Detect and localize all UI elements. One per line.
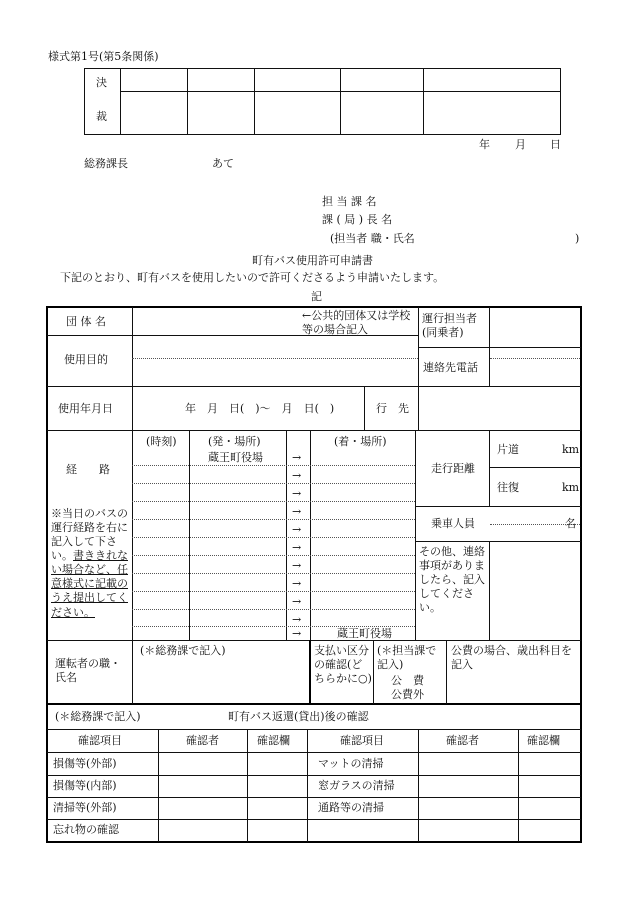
roundtrip-unit: km [562,481,580,494]
check-item-right: マットの清掃 [318,757,384,770]
check-header: 確認者 [186,734,219,747]
passengers-unit: 名 [565,517,576,530]
route-arrow: → [292,559,302,572]
route-arrow: → [292,541,302,554]
check-header: 確認項目 [78,734,122,747]
col-time: (時刻) [146,435,177,448]
group-name-label: 団 体 名 [66,315,106,328]
date-month: 月 [515,138,526,151]
intro-text: 下記のとおり、町有バスを使用したいので許可くださるよう申請いたします。 [60,271,445,284]
distance-label: 走行距離 [431,462,475,475]
dept-note: (＊担当課で記入) [377,644,437,672]
driver-note: (＊総務課で記入) [140,644,226,657]
col-from: (発・場所) [208,435,261,448]
route-arrow: → [292,595,302,608]
route-arrow: → [292,627,302,640]
oneway-unit: km [562,443,580,456]
public-case-label: 公費の場合、歳出科目を記入 [451,644,572,672]
start-place: 蔵王町役場 [208,451,263,464]
addressee: 総務課長 [84,157,128,170]
applicant-dept: 担 当 課 名 [322,195,377,208]
route-arrow: → [292,523,302,536]
group-name-note: ←公共的団体又は学校等の場合記入 [302,309,411,337]
check-item-right: 窓ガラスの清掃 [318,779,395,792]
contact-label: 連絡先電話 [423,361,478,374]
check-item-left: 清掃等(外部) [53,801,117,814]
route-arrow: → [292,577,302,590]
operator-label: 運行担当者(同乗者) [422,312,477,340]
applicant-person: (担当者 職・氏名 [330,232,415,245]
check-header: 確認欄 [257,734,290,747]
check-header: 確認者 [446,734,479,747]
other-notes-label: その他、連絡事項がありましたら、記入してください。 [419,545,485,615]
purpose-label: 使用目的 [64,353,108,366]
check-header: 確認欄 [527,734,560,747]
route-note-b: 書ききれない場合など、任意様式に記載のうえ提出してください。 [51,549,128,619]
passengers-label: 乗車人員 [431,517,475,530]
route-arrow: → [292,505,302,518]
non-public-option: 公費外 [391,688,424,701]
roundtrip-label: 往復 [497,481,519,494]
col-to: (着・場所) [334,435,387,448]
public-option: 公 費 [391,674,424,687]
form-number: 様式第1号(第5条関係) [48,50,159,63]
route-note-a: ※当日のバスの運行経路を右に記入して下さい。 [51,507,128,563]
route-arrow: → [292,613,302,626]
kessai-char-1: 決 [96,76,107,89]
driver-label: 運転者の職・氏名 [55,657,121,685]
route-arrow: → [292,487,302,500]
payment-label: 支払い区分の確認(どちらかに○) [314,644,372,686]
check-title: 町有バス返還(貸出)後の確認 [228,710,369,723]
oneway-label: 片道 [497,443,519,456]
date-label: 使用年月日 [58,402,113,415]
check-item-right: 通路等の清掃 [318,801,384,814]
destination-label: 行 先 [376,402,409,415]
check-item-left: 忘れ物の確認 [53,823,119,836]
kessai-char-2: 裁 [96,110,107,123]
applicant-person-close: ) [575,232,580,245]
end-place: 蔵王町役場 [337,627,392,640]
ki-label: 記 [311,290,322,303]
route-label: 経 路 [66,463,110,476]
check-item-left: 損傷等(外部) [53,757,117,770]
addressee-suffix: あて [212,157,234,170]
check-note: (＊総務課で記入) [55,710,141,723]
route-note [51,507,131,620]
check-item-left: 損傷等(内部) [53,779,117,792]
route-arrow: → [292,451,302,464]
date-day: 日 [550,138,561,151]
date-year: 年 [479,138,490,151]
applicant-chief: 課 ( 局 ) 長 名 [322,213,393,226]
date-format: 年 月 日( )～ 月 日( ) [185,402,335,415]
page-title: 町有バス使用許可申請書 [252,254,373,267]
check-header: 確認項目 [340,734,384,747]
route-arrow: → [292,469,302,482]
